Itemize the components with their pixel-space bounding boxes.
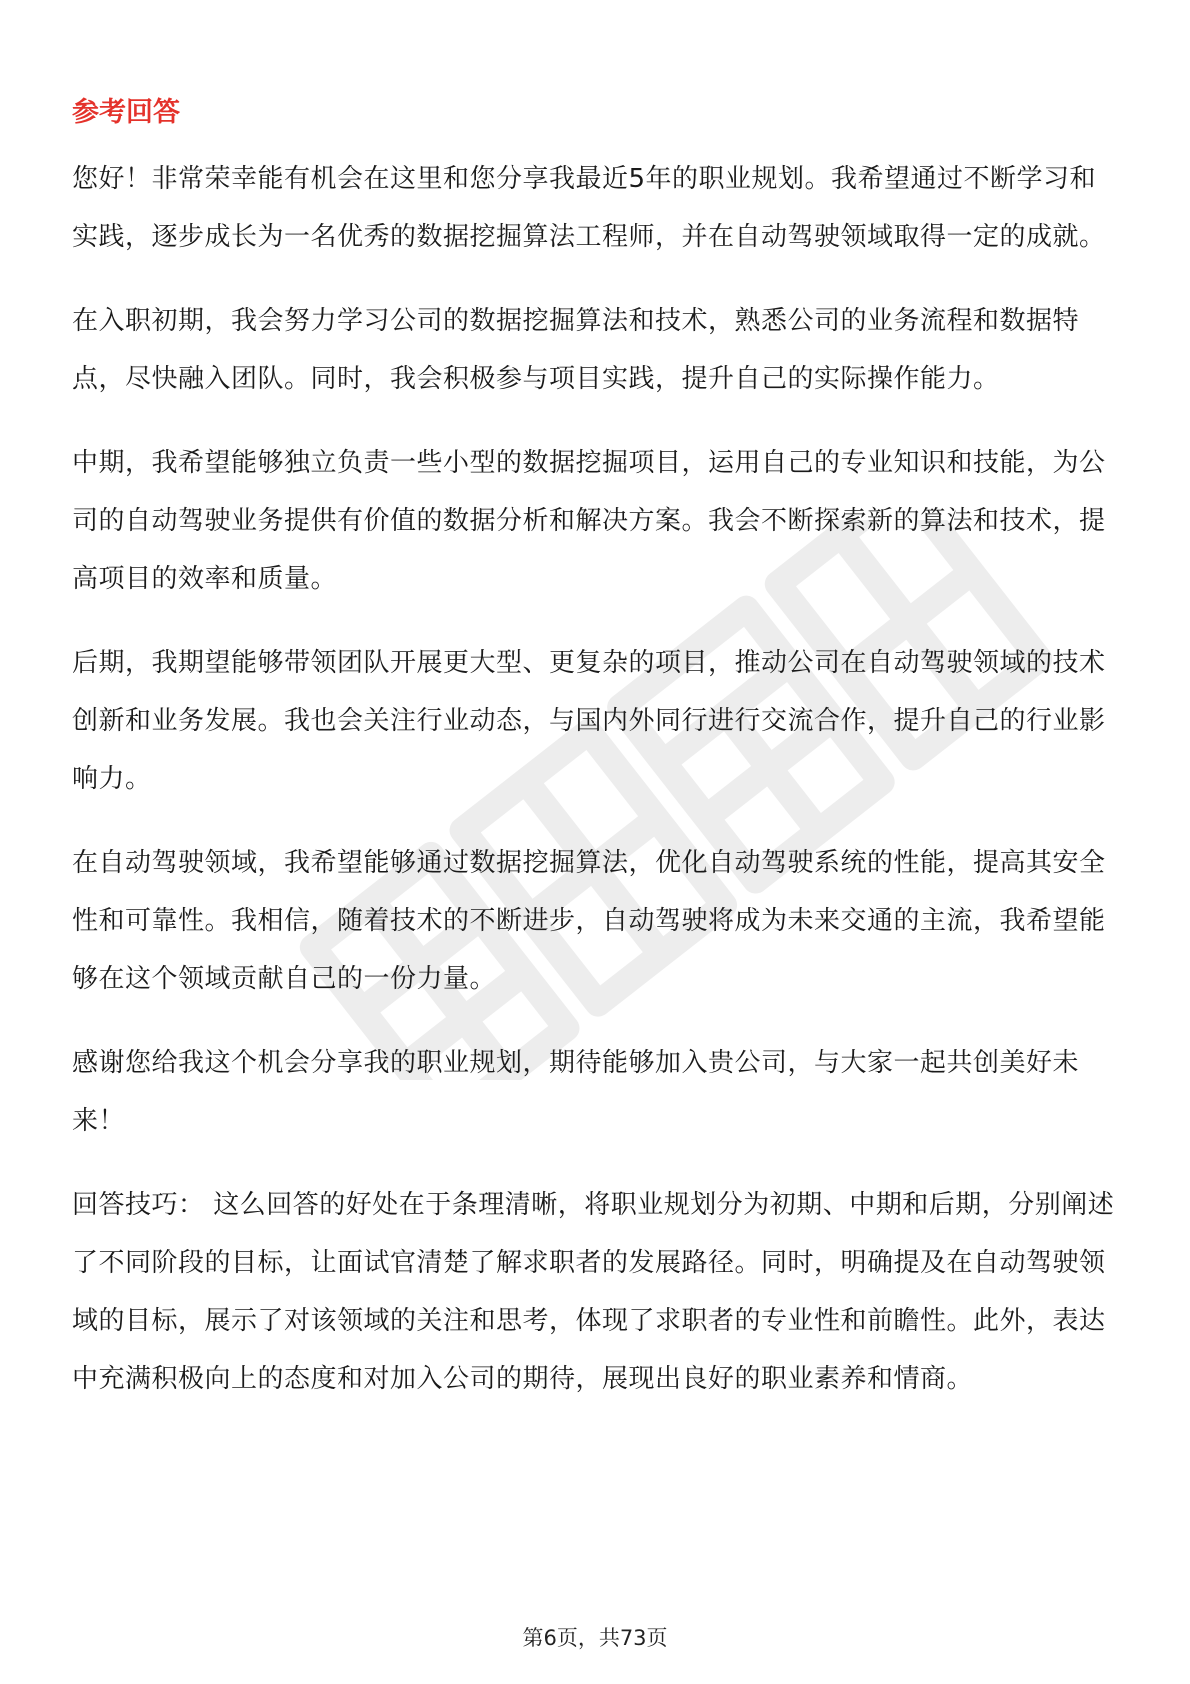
section-heading: 参考回答 [72, 97, 180, 128]
paragraph-early-stage: 在入职初期，我会努力学习公司的数据挖掘算法和技术，熟悉公司的业务流程和数据特点，尽快融入团队。同时，我会积极参与项目实践，提升自己的实际操作能力。 [72, 306, 1080, 394]
paragraph-closing: 感谢您给我这个机会分享我的职业规划，期待能够加入贵公司，与大家一起共创美好未来！ [72, 1048, 1080, 1136]
document-body [72, 84, 1118, 1434]
paragraph-autonomous-driving: 在自动驾驶领域，我希望能够通过数据挖掘算法，优化自动驾驶系统的性能，提高其安全性和可靠性。我相信，随着技术的不断进步，自动驾驶将成为未来交通的主流，我希望能够在这个领域贡献自己的一份力量。 [72, 848, 1106, 994]
paragraph-intro: 您好！非常荣幸能有机会在这里和您分享我最近5年的职业规划。我希望通过不断学习和实践，逐步成长为一名优秀的数据挖掘算法工程师，并在自动驾驶领域取得一定的成就。 [72, 164, 1106, 252]
paragraph-late-stage: 后期，我期望能够带领团队开展更大型、更复杂的项目，推动公司在自动驾驶领域的技术创新和业务发展。我也会关注行业动态，与国内外同行进行交流合作，提升自己的行业影响力。 [72, 648, 1106, 794]
paragraph-answer-tips: 回答技巧： 这么回答的好处在于条理清晰，将职业规划分为初期、中期和后期，分别阐述了不同阶段的目标，让面试官清楚了解求职者的发展路径。同时，明确提及在自动驾驶领域的目标，展示了对该领域的关注和思考，体现了求职者的专业性和前瞻性。此外，表达中充满积极向上的态度和对加入公司的期待，展现出良好的职业素养和情商。 [72, 1190, 1115, 1394]
paragraph-mid-stage: 中期，我希望能够独立负责一些小型的数据挖掘项目，运用自己的专业知识和技能，为公司的自动驾驶业务提供有价值的数据分析和解决方案。我会不断探索新的算法和技术，提高项目的效率和质量。 [72, 448, 1106, 594]
page-number-footer: 第6页，共73页 [522, 1626, 668, 1650]
